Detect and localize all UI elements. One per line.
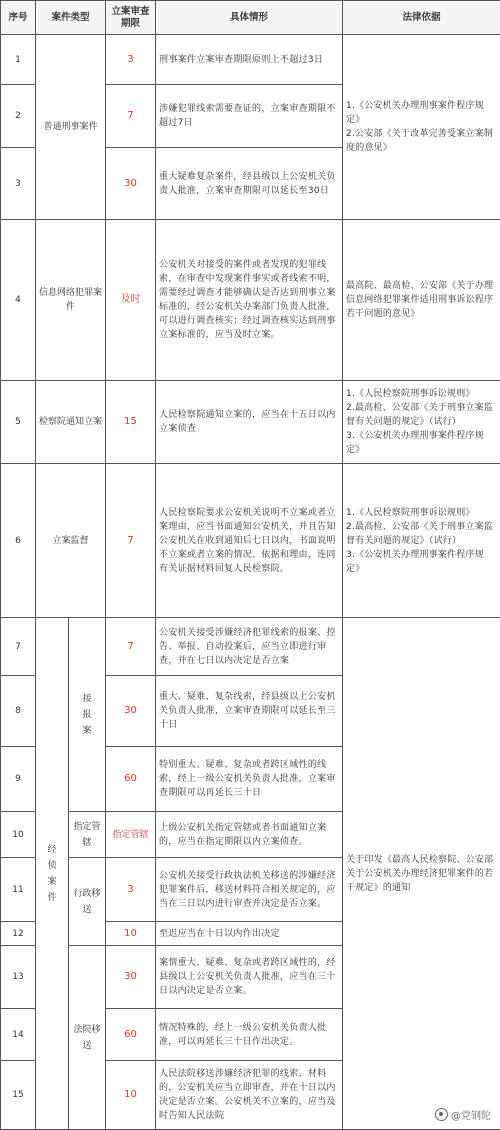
review-period: 7 <box>106 618 156 676</box>
review-period: 3 <box>106 35 156 85</box>
row-number: 13 <box>1 946 36 1009</box>
table-row <box>1 464 500 618</box>
review-period: 及时 <box>106 220 156 381</box>
case-detail: 涉嫌犯罪线索需要查证的，立案审查期限不超过7日 <box>156 85 343 148</box>
review-period: 3 <box>106 858 156 922</box>
review-period: 60 <box>106 1009 156 1061</box>
case-detail: 刑事案件立案审查期限原则上不超过3日 <box>156 35 343 85</box>
row-number: 1 <box>1 35 36 85</box>
header-type: 案件类型 <box>36 1 106 35</box>
table-row <box>1 618 500 676</box>
legal-basis: 最高院、最高检、公安部《关于办理信息网络犯罪案件适用刑事诉讼程序若干问题的意见》 <box>343 220 500 381</box>
review-period: 15 <box>106 381 156 464</box>
review-period: 30 <box>106 946 156 1009</box>
case-detail: 公安机关接受涉嫌经济犯罪线索的报案、控告、举报、自动投案后，应当立即进行审查，并在七日以内决定是否立案 <box>156 618 343 676</box>
row-number: 4 <box>1 220 36 381</box>
case-detail: 人民法院移送涉嫌经济犯罪的线索、材料的，公安机关应当立即审查，并在十日以内决定是否立案。公安机关不立案的，应当及时告知人民法院 <box>156 1061 343 1130</box>
case-type-cyber: 信息网络犯罪案件 <box>36 220 106 381</box>
row-number: 12 <box>1 922 36 946</box>
header-detail: 具体情形 <box>156 1 343 35</box>
case-detail: 情况特殊的，经上一级公安机关负责人批准，可以再延长三十日作出决定。 <box>156 1009 343 1061</box>
legal-basis: 关于印发《最高人民检察院、公安部关于公安机关办理经济犯罪案件的若干规定》的通知 <box>343 618 500 1130</box>
case-detail: 公安机关接受行政执法机关移送的涉嫌经济犯罪案件后，移送材料符合相关规定的，应当在三日以内进行审查并决定是否立案。 <box>156 858 343 922</box>
review-period: 7 <box>106 464 156 618</box>
review-period: 30 <box>106 676 156 747</box>
watermark-logo-icon <box>435 1108 448 1121</box>
row-number: 15 <box>1 1061 36 1130</box>
row-number: 6 <box>1 464 36 618</box>
row-number: 5 <box>1 381 36 464</box>
row-number: 11 <box>1 858 36 922</box>
subtype-accept: 接报案 <box>69 618 106 812</box>
row-number: 10 <box>1 812 36 858</box>
row-number: 3 <box>1 148 36 220</box>
case-detail: 人民检察院通知立案的，应当在十五日以内立案侦查 <box>156 381 343 464</box>
case-type-ordinary: 普通刑事案件 <box>36 35 106 220</box>
case-detail: 重大疑难复杂案件，经县级以上公安机关负责人批准，立案审查期限可以延长至30日 <box>156 148 343 220</box>
table-row <box>1 220 500 381</box>
subtype-admin-transfer: 行政移送 <box>69 858 106 946</box>
table-row <box>1 35 500 85</box>
review-period: 指定管辖 <box>106 812 156 858</box>
row-number: 8 <box>1 676 36 747</box>
header-period: 立案审查期限 <box>106 1 156 35</box>
subtype-court-transfer: 法院移送 <box>69 946 106 1130</box>
case-type-procuratorate: 检察院通知立案 <box>36 381 106 464</box>
row-number: 14 <box>1 1009 36 1061</box>
legal-basis: 1.《公安机关办理刑事案件程序规定》 2.公安部《关于改革完善受案立案制度的意见》 <box>343 35 500 220</box>
legal-basis: 1.《人民检察院刑事诉讼规则》 2.最高检、公安部《关于刑事立案监督有关问题的规定》（试行） 3.《公安机关办理刑事案件程序规定》 <box>343 464 500 618</box>
header-no: 序号 <box>1 1 36 35</box>
row-number: 2 <box>1 85 36 148</box>
review-period: 30 <box>106 148 156 220</box>
case-detail: 案情重大、疑难、复杂或者跨区域性的，经县级以上公安机关负责人批准，应当在三十日以内决定是否立案。 <box>156 946 343 1009</box>
review-period: 10 <box>106 922 156 946</box>
legal-basis: 1.《人民检察院刑事诉讼规则》 2.最高检、公安部《关于刑事立案监督有关问题的规定》（试行） 3.《公安机关办理刑事案件程序规定》 <box>343 381 500 464</box>
review-period: 10 <box>106 1061 156 1130</box>
subtype-designated: 指定管辖 <box>69 812 106 858</box>
case-detail: 人民检察院要求公安机关说明不立案或者立案理由，应当书面通知公安机关，并且告知公安机关在收到通知后七日以内，书面说明不立案或者立案的情况、依据和理由，连同有关证据材料回复人民检察院。 <box>156 464 343 618</box>
case-detail: 公安机关对接受的案件或者发现的犯罪线索，在审查中发现案件事实或者线索不明，需要经过调查才能够确认是否达到刑事立案标准的，经公安机关办案部门负责人批准，可以进行调查核实；经过调查核实达到刑事立案标准的，应当及时立案。 <box>156 220 343 381</box>
case-detail: 上级公安机关指定管辖或者书面通知立案的，应当在指定期限以内立案侦查。 <box>156 812 343 858</box>
review-period: 60 <box>106 747 156 812</box>
table-row <box>1 381 500 464</box>
review-period: 7 <box>106 85 156 148</box>
case-detail: 特别重大、疑难、复杂或者跨区域性的线索，经上一级公安机关负责人批准，立案审查期限可以再延长三十日 <box>156 747 343 812</box>
case-detail: 重大、疑难、复杂线索，经县级以上公安机关负责人批准，立案审查期限可以延长至三十日 <box>156 676 343 747</box>
row-number: 7 <box>1 618 36 676</box>
header-basis: 法律依据 <box>343 1 500 35</box>
table-header-row <box>1 1 500 35</box>
watermark-text: @党钢陀 <box>451 1107 491 1122</box>
case-type-supervision: 立案监督 <box>36 464 106 618</box>
case-detail: 至迟应当在十日以内作出决定 <box>156 922 343 946</box>
watermark <box>432 1106 494 1123</box>
row-number: 9 <box>1 747 36 812</box>
case-type-economic: 经侦案件 <box>36 618 69 1130</box>
